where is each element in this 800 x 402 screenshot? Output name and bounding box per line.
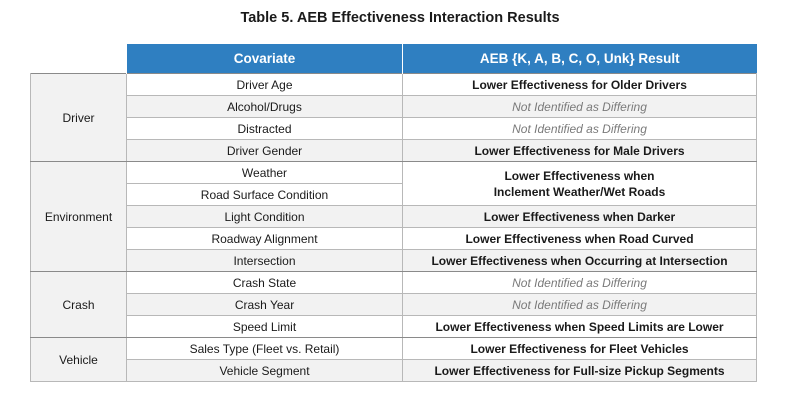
result-cell: Not Identified as Differing [403, 96, 757, 118]
result-cell: Lower Effectiveness when Occurring at Intersection [403, 250, 757, 272]
covariate-cell: Intersection [127, 250, 403, 272]
header-row [31, 44, 757, 74]
table-row [31, 74, 757, 96]
covariate-cell: Sales Type (Fleet vs. Retail) [127, 338, 403, 360]
table-row [31, 140, 757, 162]
result-cell: Lower Effectiveness for Full-size Pickup Segments [403, 360, 757, 382]
covariate-cell: Weather [127, 162, 403, 184]
result-cell: Lower Effectiveness for Male Drivers [403, 140, 757, 162]
result-cell: Lower Effectiveness for Older Drivers [403, 74, 757, 96]
table-row [31, 272, 757, 294]
group-environment: Environment [31, 162, 127, 272]
table-row [31, 162, 757, 184]
table-row [31, 250, 757, 272]
table-title: Table 5. AEB Effectiveness Interaction Results [240, 10, 560, 26]
result-cell: Not Identified as Differing [403, 118, 757, 140]
table-row [31, 338, 757, 360]
covariate-cell: Crash Year [127, 294, 403, 316]
result-line-2: Inclement Weather/Wet Roads [493, 184, 666, 199]
header-result: AEB {K, A, B, C, O, Unk} Result [403, 44, 757, 74]
group-driver: Driver [31, 74, 127, 162]
result-cell: Lower Effectiveness when Darker [403, 206, 757, 228]
table-row [31, 118, 757, 140]
result-cell: Not Identified as Differing [403, 294, 757, 316]
covariate-cell: Alcohol/Drugs [127, 96, 403, 118]
result-cell: Lower Effectiveness for Fleet Vehicles [403, 338, 757, 360]
covariate-cell: Speed Limit [127, 316, 403, 338]
group-vehicle: Vehicle [31, 338, 127, 382]
table-row [31, 228, 757, 250]
results-table [30, 44, 757, 382]
covariate-cell: Driver Age [127, 74, 403, 96]
table-row [31, 294, 757, 316]
covariate-cell: Vehicle Segment [127, 360, 403, 382]
covariate-cell: Road Surface Condition [127, 184, 403, 206]
table-row [31, 360, 757, 382]
table-row [31, 206, 757, 228]
group-crash: Crash [31, 272, 127, 338]
covariate-cell: Light Condition [127, 206, 403, 228]
result-cell: Not Identified as Differing [403, 272, 757, 294]
covariate-cell: Driver Gender [127, 140, 403, 162]
result-cell-merged [403, 162, 757, 206]
covariate-cell: Distracted [127, 118, 403, 140]
result-cell: Lower Effectiveness when Speed Limits are Lower [403, 316, 757, 338]
result-cell: Lower Effectiveness when Road Curved [403, 228, 757, 250]
header-blank-cell [31, 44, 127, 74]
covariate-cell: Crash State [127, 272, 403, 294]
result-line-1: Lower Effectiveness when [504, 168, 655, 183]
table-row [31, 96, 757, 118]
table-row [31, 316, 757, 338]
covariate-cell: Roadway Alignment [127, 228, 403, 250]
header-covariate: Covariate [127, 44, 403, 74]
